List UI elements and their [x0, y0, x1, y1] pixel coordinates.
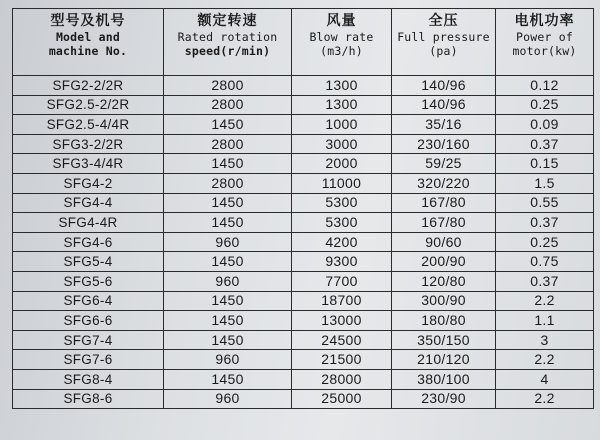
table-row	[13, 193, 594, 213]
pressure-cell: 120/80	[392, 271, 496, 291]
power-cell: 4	[496, 369, 594, 389]
blow-rate-cell: 7700	[292, 271, 392, 291]
model-cell: SFG7-6	[13, 350, 164, 370]
header-en-line1: Power of	[516, 30, 573, 44]
model-cell: SFG2-2/2R	[13, 76, 164, 96]
model-cell: SFG6-6	[13, 311, 164, 331]
model-cell: SFG4-4R	[13, 213, 164, 233]
speed-cell: 1450	[164, 154, 292, 174]
header-model	[13, 9, 164, 76]
power-cell: 0.75	[496, 252, 594, 272]
speed-cell: 1450	[164, 252, 292, 272]
pressure-cell: 230/90	[392, 389, 496, 409]
model-cell: SFG8-4	[13, 369, 164, 389]
power-cell: 0.37	[496, 213, 594, 233]
table-row	[13, 115, 594, 135]
table-row	[13, 389, 594, 409]
pressure-cell: 59/25	[392, 154, 496, 174]
table-row	[13, 350, 594, 370]
model-cell: SFG2.5-4/4R	[13, 115, 164, 135]
table-header-row	[13, 9, 594, 76]
speed-cell: 1450	[164, 369, 292, 389]
power-cell: 2.2	[496, 350, 594, 370]
table-row	[13, 173, 594, 193]
table-row	[13, 232, 594, 252]
blow-rate-cell: 1300	[292, 95, 392, 115]
header-en-line2: speed(r/min)	[184, 44, 271, 58]
blow-rate-cell: 3000	[292, 134, 392, 154]
header-speed	[164, 9, 292, 76]
blow-rate-cell: 5300	[292, 193, 392, 213]
speed-cell: 1450	[164, 291, 292, 311]
power-cell: 1.1	[496, 311, 594, 331]
header-cn: 额定转速	[197, 13, 258, 29]
header-en-line2: (pa)	[429, 44, 458, 58]
model-cell: SFG3-4/4R	[13, 154, 164, 174]
blow-rate-cell: 5300	[292, 213, 392, 233]
pressure-cell: 230/160	[392, 134, 496, 154]
speed-cell: 1450	[164, 330, 292, 350]
header-blow-rate	[292, 9, 392, 76]
blow-rate-cell: 21500	[292, 350, 392, 370]
power-cell: 0.25	[496, 95, 594, 115]
speed-cell: 1450	[164, 193, 292, 213]
speed-cell: 2800	[164, 173, 292, 193]
table-row	[13, 154, 594, 174]
table-row	[13, 311, 594, 331]
pressure-cell: 200/90	[392, 252, 496, 272]
header-cn: 型号及机号	[50, 13, 126, 29]
pressure-cell: 300/90	[392, 291, 496, 311]
pressure-cell: 140/96	[392, 76, 496, 96]
table-row	[13, 330, 594, 350]
speed-cell: 1450	[164, 311, 292, 331]
blow-rate-cell: 25000	[292, 389, 392, 409]
header-en-line2: motor(kw)	[512, 44, 577, 58]
pressure-cell: 167/80	[392, 193, 496, 213]
blow-rate-cell: 9300	[292, 252, 392, 272]
table-body	[13, 76, 594, 409]
blow-rate-cell: 1000	[292, 115, 392, 135]
power-cell: 1.5	[496, 173, 594, 193]
power-cell: 2.2	[496, 291, 594, 311]
model-cell: SFG5-4	[13, 252, 164, 272]
table-row	[13, 76, 594, 96]
power-cell: 2.2	[496, 389, 594, 409]
pressure-cell: 320/220	[392, 173, 496, 193]
pressure-cell: 350/150	[392, 330, 496, 350]
table-row	[13, 271, 594, 291]
header-power	[496, 9, 594, 76]
blow-rate-cell: 11000	[292, 173, 392, 193]
power-cell: 0.15	[496, 154, 594, 174]
blow-rate-cell: 28000	[292, 369, 392, 389]
table-row	[13, 134, 594, 154]
power-cell: 0.55	[496, 193, 594, 213]
table-row	[13, 252, 594, 272]
speed-cell: 960	[164, 271, 292, 291]
power-cell: 0.37	[496, 271, 594, 291]
speed-cell: 1450	[164, 213, 292, 233]
table-row	[13, 369, 594, 389]
model-cell: SFG4-6	[13, 232, 164, 252]
power-cell: 0.37	[496, 134, 594, 154]
model-cell: SFG5-6	[13, 271, 164, 291]
table-row	[13, 213, 594, 233]
speed-cell: 1450	[164, 115, 292, 135]
header-en-line1: Model and	[55, 30, 121, 44]
model-cell: SFG2.5-2/2R	[13, 95, 164, 115]
table-row	[13, 95, 594, 115]
pressure-cell: 140/96	[392, 95, 496, 115]
model-cell: SFG6-4	[13, 291, 164, 311]
pressure-cell: 210/120	[392, 350, 496, 370]
fan-spec-table	[12, 8, 594, 409]
speed-cell: 960	[164, 350, 292, 370]
power-cell: 0.12	[496, 76, 594, 96]
speed-cell: 2800	[164, 134, 292, 154]
speed-cell: 2800	[164, 95, 292, 115]
speed-cell: 2800	[164, 76, 292, 96]
blow-rate-cell: 18700	[292, 291, 392, 311]
pressure-cell: 180/80	[392, 311, 496, 331]
table-row	[13, 291, 594, 311]
blow-rate-cell: 24500	[292, 330, 392, 350]
header-cn: 风量	[326, 13, 357, 29]
blow-rate-cell: 4200	[292, 232, 392, 252]
blow-rate-cell: 1300	[292, 76, 392, 96]
header-pressure	[392, 9, 496, 76]
speed-cell: 960	[164, 232, 292, 252]
header-en-line1: Blow rate	[309, 30, 374, 44]
pressure-cell: 380/100	[392, 369, 496, 389]
blow-rate-cell: 2000	[292, 154, 392, 174]
header-cn: 全压	[428, 13, 459, 29]
pressure-cell: 167/80	[392, 213, 496, 233]
power-cell: 0.09	[496, 115, 594, 135]
model-cell: SFG8-6	[13, 389, 164, 409]
pressure-cell: 90/60	[392, 232, 496, 252]
model-cell: SFG4-4	[13, 193, 164, 213]
header-en-line1: Full pressure	[397, 30, 490, 44]
speed-cell: 960	[164, 389, 292, 409]
power-cell: 0.25	[496, 232, 594, 252]
pressure-cell: 35/16	[392, 115, 496, 135]
model-cell: SFG7-4	[13, 330, 164, 350]
model-cell: SFG3-2/2R	[13, 134, 164, 154]
header-en-line2: machine No.	[48, 44, 128, 58]
header-en-line2: (m3/h)	[320, 44, 363, 58]
model-cell: SFG4-2	[13, 173, 164, 193]
power-cell: 3	[496, 330, 594, 350]
blow-rate-cell: 13000	[292, 311, 392, 331]
header-cn: 电机功率	[514, 13, 575, 29]
header-en-line1: Rated rotation	[177, 30, 278, 44]
